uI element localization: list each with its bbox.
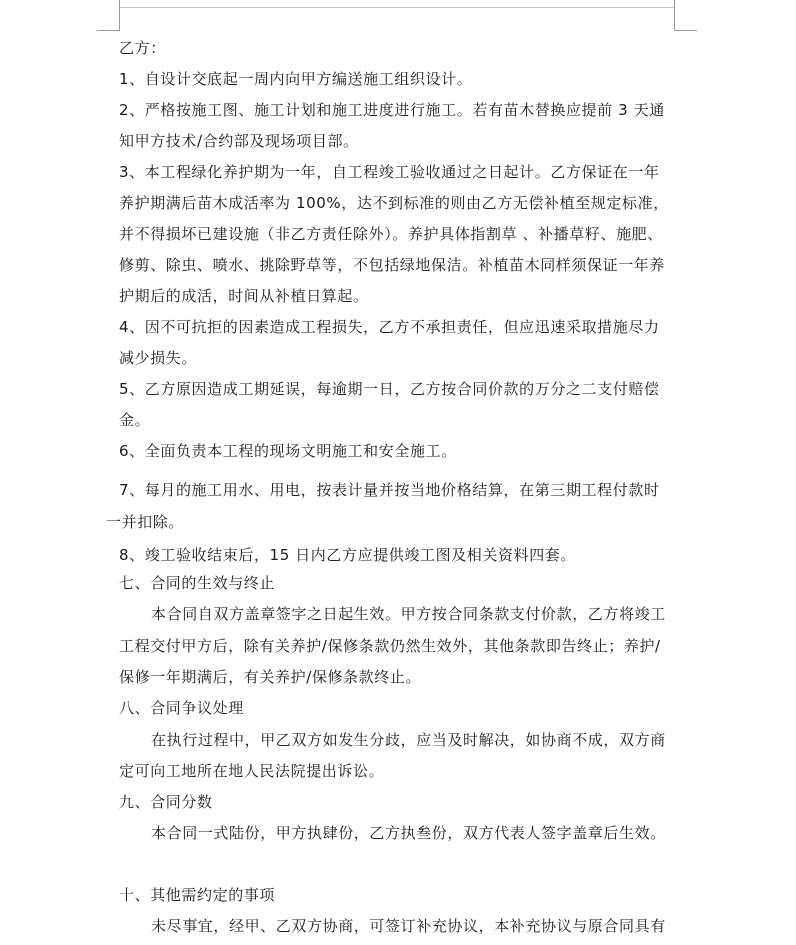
doc-line: 乙方： — [119, 39, 166, 57]
doc-line: 未尽事宜，经甲、乙双方协商，可签订补充协议，本补充协议与原合同具有 — [151, 917, 666, 935]
doc-line: 减少损失。 — [119, 349, 198, 367]
doc-line: 金。 — [119, 411, 151, 429]
doc-line: 6、全面负责本工程的现场文明施工和安全施工。 — [119, 442, 457, 460]
doc-line: 5、乙方原因造成工期延误，每逾期一日，乙方按合同价款的万分之二支付赔偿 — [119, 380, 660, 398]
page-corner-mark-left — [119, 0, 120, 30]
doc-line: 并不得损坏已建设施（非乙方责任除外）。养护具体指割草 、补播草籽、施肥、 — [119, 225, 663, 243]
page-corner-mark-left-h — [97, 30, 120, 31]
doc-line: 一并扣除。 — [106, 513, 185, 531]
doc-line: 工程交付甲方后，除有关养护/保修条款仍然生效外，其他条款即告终止；养护/ — [119, 637, 661, 655]
doc-line: 知甲方技术/合约部及现场项目部。 — [119, 132, 359, 150]
section-heading: 七、合同的生效与终止 — [119, 574, 276, 592]
doc-line: 1、自设计交底起一周内向甲方编送施工组织设计。 — [119, 70, 473, 88]
doc-line: 2、严格按施工图、施工计划和施工进度进行施工。若有苗木替换应提前 3 天通 — [119, 101, 665, 119]
page-corner-mark-right-h — [674, 30, 697, 31]
section-heading: 十、其他需约定的事项 — [119, 886, 276, 904]
doc-line: 7、每月的施工用水、用电，按表计量并按当地价格结算，在第三期工程付款时 — [119, 481, 660, 499]
doc-line: 定可向工地所在地人民法院提出诉讼。 — [119, 762, 385, 780]
doc-line: 保修一年期满后，有关养护/保修条款终止。 — [119, 668, 422, 686]
doc-line: 8、竣工验收结束后，15 日内乙方应提供竣工图及相关资料四套。 — [119, 546, 577, 564]
doc-line: 本合同自双方盖章签字之日起生效。甲方按合同条款支付价款，乙方将竣工 — [151, 605, 666, 623]
doc-line: 本合同一式陆份，甲方执肆份，乙方执叁份，双方代表人签字盖章后生效。 — [151, 824, 666, 842]
section-heading: 九、合同分数 — [119, 793, 213, 811]
page-corner-mark-right — [674, 0, 675, 30]
doc-line: 护期后的成活，时间从补植日算起。 — [119, 287, 369, 305]
doc-line: 4、因不可抗拒的因素造成工程损失，乙方不承担责任，但应迅速采取措施尽力 — [119, 318, 660, 336]
doc-line: 3、本工程绿化养护期为一年，自工程竣工验收通过之日起计。乙方保证在一年 — [119, 163, 660, 181]
doc-line: 养护期满后苗木成活率为 100%，达不到标准的则由乙方无偿补植至规定标准， — [119, 194, 669, 212]
doc-line: 在执行过程中，甲乙双方如发生分歧，应当及时解决，如协商不成，双方商 — [151, 731, 666, 749]
doc-line: 修剪、除虫、喷水、挑除野草等，不包括绿地保洁。补植苗木同样须保证一年养 — [119, 256, 666, 274]
section-heading: 八、合同争议处理 — [119, 699, 244, 717]
page-top-border — [120, 7, 674, 8]
